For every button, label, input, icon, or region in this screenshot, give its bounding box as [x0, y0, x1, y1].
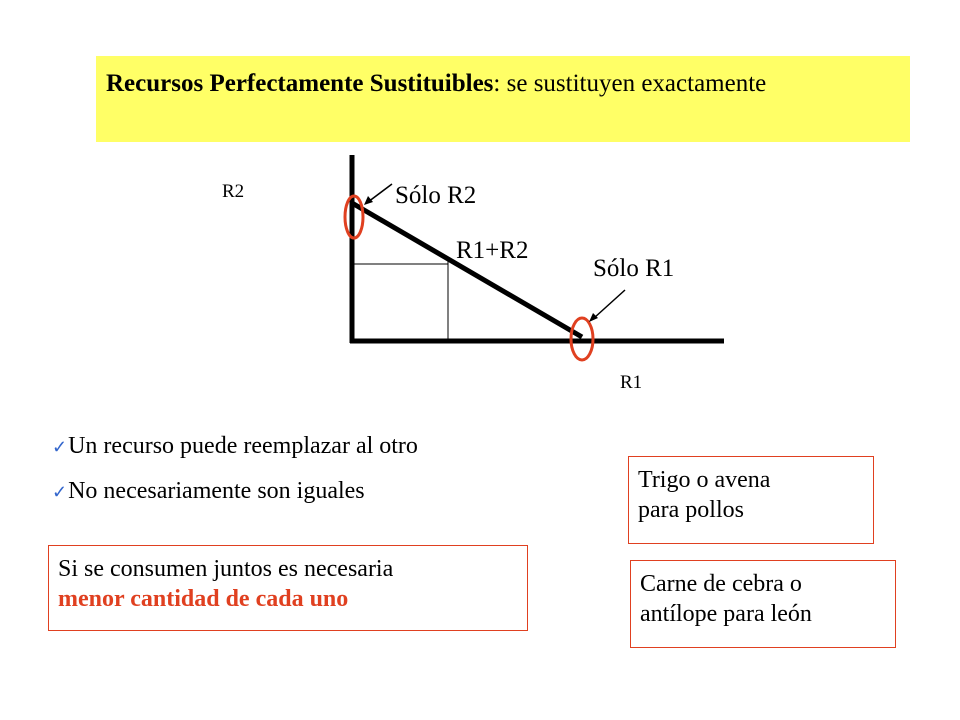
label-mix: R1+R2 [456, 237, 529, 264]
example-box-lion [630, 560, 896, 648]
title-bold: Recursos Perfectamente Sustituibles [106, 70, 494, 97]
x-axis-label: R1 [620, 372, 643, 393]
example-wheat-line1: Trigo o avena [638, 467, 771, 493]
label-only-r1: Sólo R1 [593, 255, 675, 282]
example-wheat-line2: para pollos [638, 497, 744, 523]
arrow-only-r2 [368, 184, 392, 202]
example-lion-line2: antílope para león [640, 601, 812, 627]
check-icon: ✓ [52, 437, 68, 457]
arrow-only-r1-head [589, 313, 598, 322]
label-only-r2: Sólo R2 [395, 182, 477, 209]
bullet-text: No necesariamente son iguales [68, 478, 365, 504]
bullet-text: Un recurso puede reemplazar al otro [68, 433, 418, 459]
bullet-list [52, 424, 418, 514]
title-rest: : se sustituyen exactamente [493, 70, 767, 97]
bullet-item [52, 469, 418, 514]
note-line2: menor cantidad de cada uno [58, 586, 349, 612]
arrow-only-r1 [594, 290, 625, 318]
note-box [48, 545, 528, 631]
example-box-wheat [628, 456, 874, 544]
isoquant-line [352, 203, 582, 337]
arrow-only-r2-head [364, 196, 373, 205]
bullet-item [52, 424, 418, 469]
check-icon: ✓ [52, 482, 68, 502]
example-lion-line1: Carne de cebra o [640, 571, 802, 597]
note-line1: Si se consumen juntos es necesaria [58, 556, 394, 582]
y-axis-label: R2 [222, 181, 245, 202]
